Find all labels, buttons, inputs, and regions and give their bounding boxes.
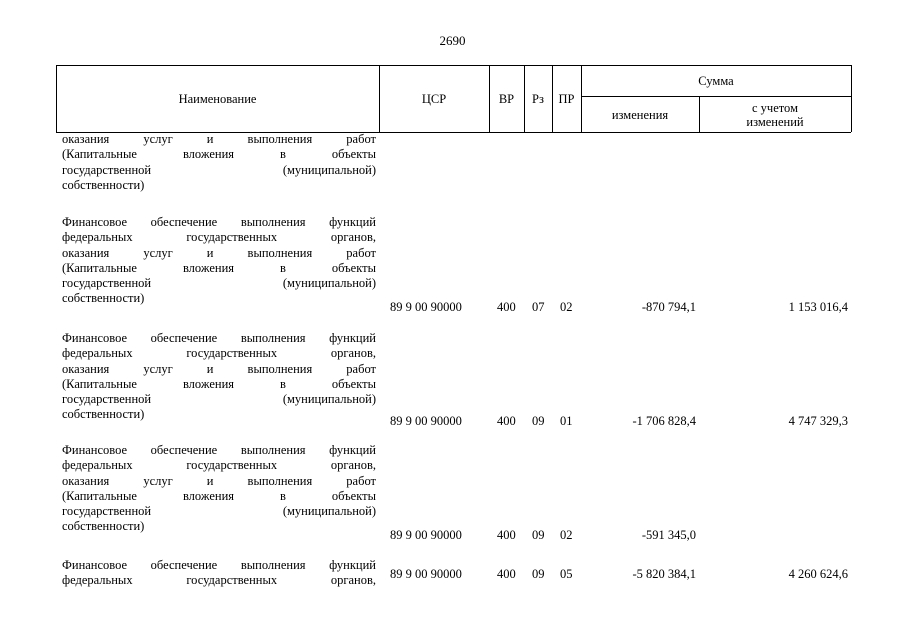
row-change: -591 345,0 <box>641 528 696 542</box>
name-line: Финансовое обеспечение выполнения функций <box>62 558 376 572</box>
header-rz: Рз <box>532 92 544 106</box>
row-csr: 89 9 00 90000 <box>390 300 462 314</box>
row-rz: 09 <box>532 414 545 428</box>
name-line: (Капитальные вложения в объекты <box>62 260 376 275</box>
name-line: собственности) <box>62 519 145 534</box>
name-line: государственной (муниципальной) <box>62 276 376 291</box>
row-vr: 400 <box>497 528 516 542</box>
row-pr: 02 <box>560 528 573 542</box>
header-with-change-line1: с учетом <box>752 101 798 115</box>
row-change: -1 706 828,4 <box>632 414 696 428</box>
row-rz: 09 <box>532 567 545 581</box>
row-name <box>62 132 376 193</box>
row-vr: 400 <box>497 567 516 581</box>
row-name <box>62 558 376 589</box>
name-line: государственной (муниципальной) <box>62 392 376 407</box>
row-name <box>62 215 376 307</box>
header-name: Наименование <box>178 92 257 106</box>
header-change: изменения <box>611 108 669 122</box>
row-pr: 02 <box>560 300 573 314</box>
name-line: федеральных государственных органов, <box>62 458 376 473</box>
row-change: -5 820 384,1 <box>632 567 696 581</box>
header-csr: ЦСР <box>421 92 447 106</box>
row-rz: 09 <box>532 528 545 542</box>
header-with-change-line2: изменений <box>746 115 804 129</box>
header-sum: Сумма <box>698 74 734 88</box>
row-total: 4 747 329,3 <box>788 414 848 428</box>
header-pr: ПР <box>558 92 575 106</box>
name-line: федеральных государственных органов, <box>62 230 376 245</box>
row-csr: 89 9 00 90000 <box>390 567 462 581</box>
header-vr: ВР <box>498 92 515 106</box>
name-line: государственной (муниципальной) <box>62 504 376 519</box>
name-line: федеральных государственных органов, <box>62 346 376 361</box>
name-line: (Капитальные вложения в объекты <box>62 147 376 162</box>
row-csr: 89 9 00 90000 <box>390 414 462 428</box>
name-line: федеральных государственных органов, <box>62 573 376 588</box>
row-csr: 89 9 00 90000 <box>390 528 462 542</box>
name-line: (Капитальные вложения в объекты <box>62 376 376 391</box>
row-name <box>62 331 376 423</box>
header-with-change <box>699 101 851 129</box>
name-line: Финансовое обеспечение выполнения функций <box>62 331 376 345</box>
row-pr: 01 <box>560 414 573 428</box>
name-line: Финансовое обеспечение выполнения функций <box>62 215 376 229</box>
name-line: оказания услуг и выполнения работ <box>62 132 376 146</box>
table-header <box>56 65 851 132</box>
page-number: 2690 <box>439 33 466 48</box>
row-change: -870 794,1 <box>641 300 696 314</box>
name-line: Финансовое обеспечение выполнения функций <box>62 443 376 457</box>
row-name <box>62 443 376 535</box>
row-vr: 400 <box>497 414 516 428</box>
row-rz: 07 <box>532 300 545 314</box>
name-line: оказания услуг и выполнения работ <box>62 473 376 488</box>
name-line: (Капитальные вложения в объекты <box>62 488 376 503</box>
name-line: собственности) <box>62 177 145 192</box>
row-pr: 05 <box>560 567 573 581</box>
row-total: 4 260 624,6 <box>788 567 848 581</box>
row-total: 1 153 016,4 <box>788 300 848 314</box>
name-line: собственности) <box>62 407 145 422</box>
row-vr: 400 <box>497 300 516 314</box>
name-line: собственности) <box>62 291 145 306</box>
name-line: оказания услуг и выполнения работ <box>62 361 376 376</box>
name-line: оказания услуг и выполнения работ <box>62 245 376 260</box>
name-line: государственной (муниципальной) <box>62 162 376 177</box>
